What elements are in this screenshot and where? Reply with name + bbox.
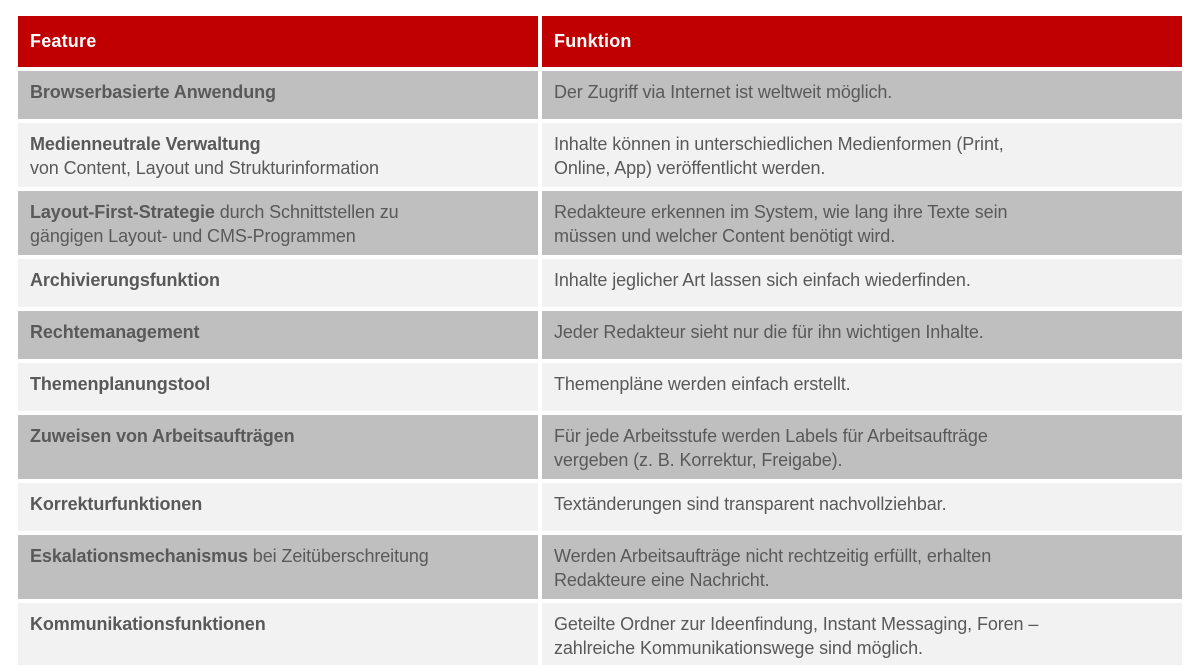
feature-cell <box>18 311 538 359</box>
feature-cell <box>18 259 538 307</box>
funktion-cell: Inhalte jeglicher Art lassen sich einfach wiederfinden. <box>542 259 1182 307</box>
feature-detail: durch Schnittstellen zu gängigen Layout- und CMS-Programmen <box>30 202 399 246</box>
header-cell-funktion <box>542 16 1182 67</box>
funktion-cell: Themenpläne werden einfach erstellt. <box>542 363 1182 411</box>
feature-table <box>18 16 1182 665</box>
feature-detail: bei Zeitüberschreitung <box>247 546 429 566</box>
header-cell-feature <box>18 16 538 67</box>
feature-cell <box>18 535 538 599</box>
funktion-cell: Werden Arbeitsaufträge nicht rechtzeitig erfüllt, erhalten Redakteure eine Nachricht. <box>542 535 1182 599</box>
feature-cell <box>18 191 538 255</box>
feature-name: Layout-First-Strategie <box>30 202 215 222</box>
feature-cell <box>18 71 538 119</box>
feature-cell <box>18 363 538 411</box>
feature-name: Medienneutrale Verwaltung <box>30 134 261 154</box>
feature-cell <box>18 415 538 479</box>
feature-detail: von Content, Layout und Strukturinformation <box>30 158 379 178</box>
funktion-cell: Textänderungen sind transparent nachvollziehbar. <box>542 483 1182 531</box>
feature-name: Archivierungsfunktion <box>30 270 220 290</box>
header-funktion-label: Funktion <box>554 31 632 51</box>
feature-name: Kommunikationsfunktionen <box>30 614 266 634</box>
funktion-cell: Inhalte können in unterschiedlichen Medienformen (Print, Online, App) veröffentlicht werden. <box>542 123 1182 187</box>
funktion-cell: Der Zugriff via Internet ist weltweit möglich. <box>542 71 1182 119</box>
feature-cell <box>18 603 538 665</box>
feature-cell <box>18 483 538 531</box>
funktion-cell: Redakteure erkennen im System, wie lang ihre Texte sein müssen und welcher Content benötigt wird. <box>542 191 1182 255</box>
feature-name: Korrekturfunktionen <box>30 494 203 514</box>
feature-name: Zuweisen von Arbeitsaufträgen <box>30 426 295 446</box>
feature-name: Browserbasierte Anwendung <box>30 82 276 102</box>
funktion-cell: Jeder Redakteur sieht nur die für ihn wichtigen Inhalte. <box>542 311 1182 359</box>
feature-name: Themenplanungstool <box>30 374 211 394</box>
funktion-cell: Geteilte Ordner zur Ideenfindung, Instant Messaging, Foren – zahlreiche Kommunikationswege sind möglich. <box>542 603 1182 665</box>
feature-cell <box>18 123 538 187</box>
funktion-cell: Für jede Arbeitsstufe werden Labels für Arbeitsaufträge vergeben (z. B. Korrektur, Freigabe). <box>542 415 1182 479</box>
feature-name: Eskalationsmechanismus <box>30 546 248 566</box>
header-feature-label: Feature <box>30 31 97 51</box>
feature-name: Rechtemanagement <box>30 322 200 342</box>
